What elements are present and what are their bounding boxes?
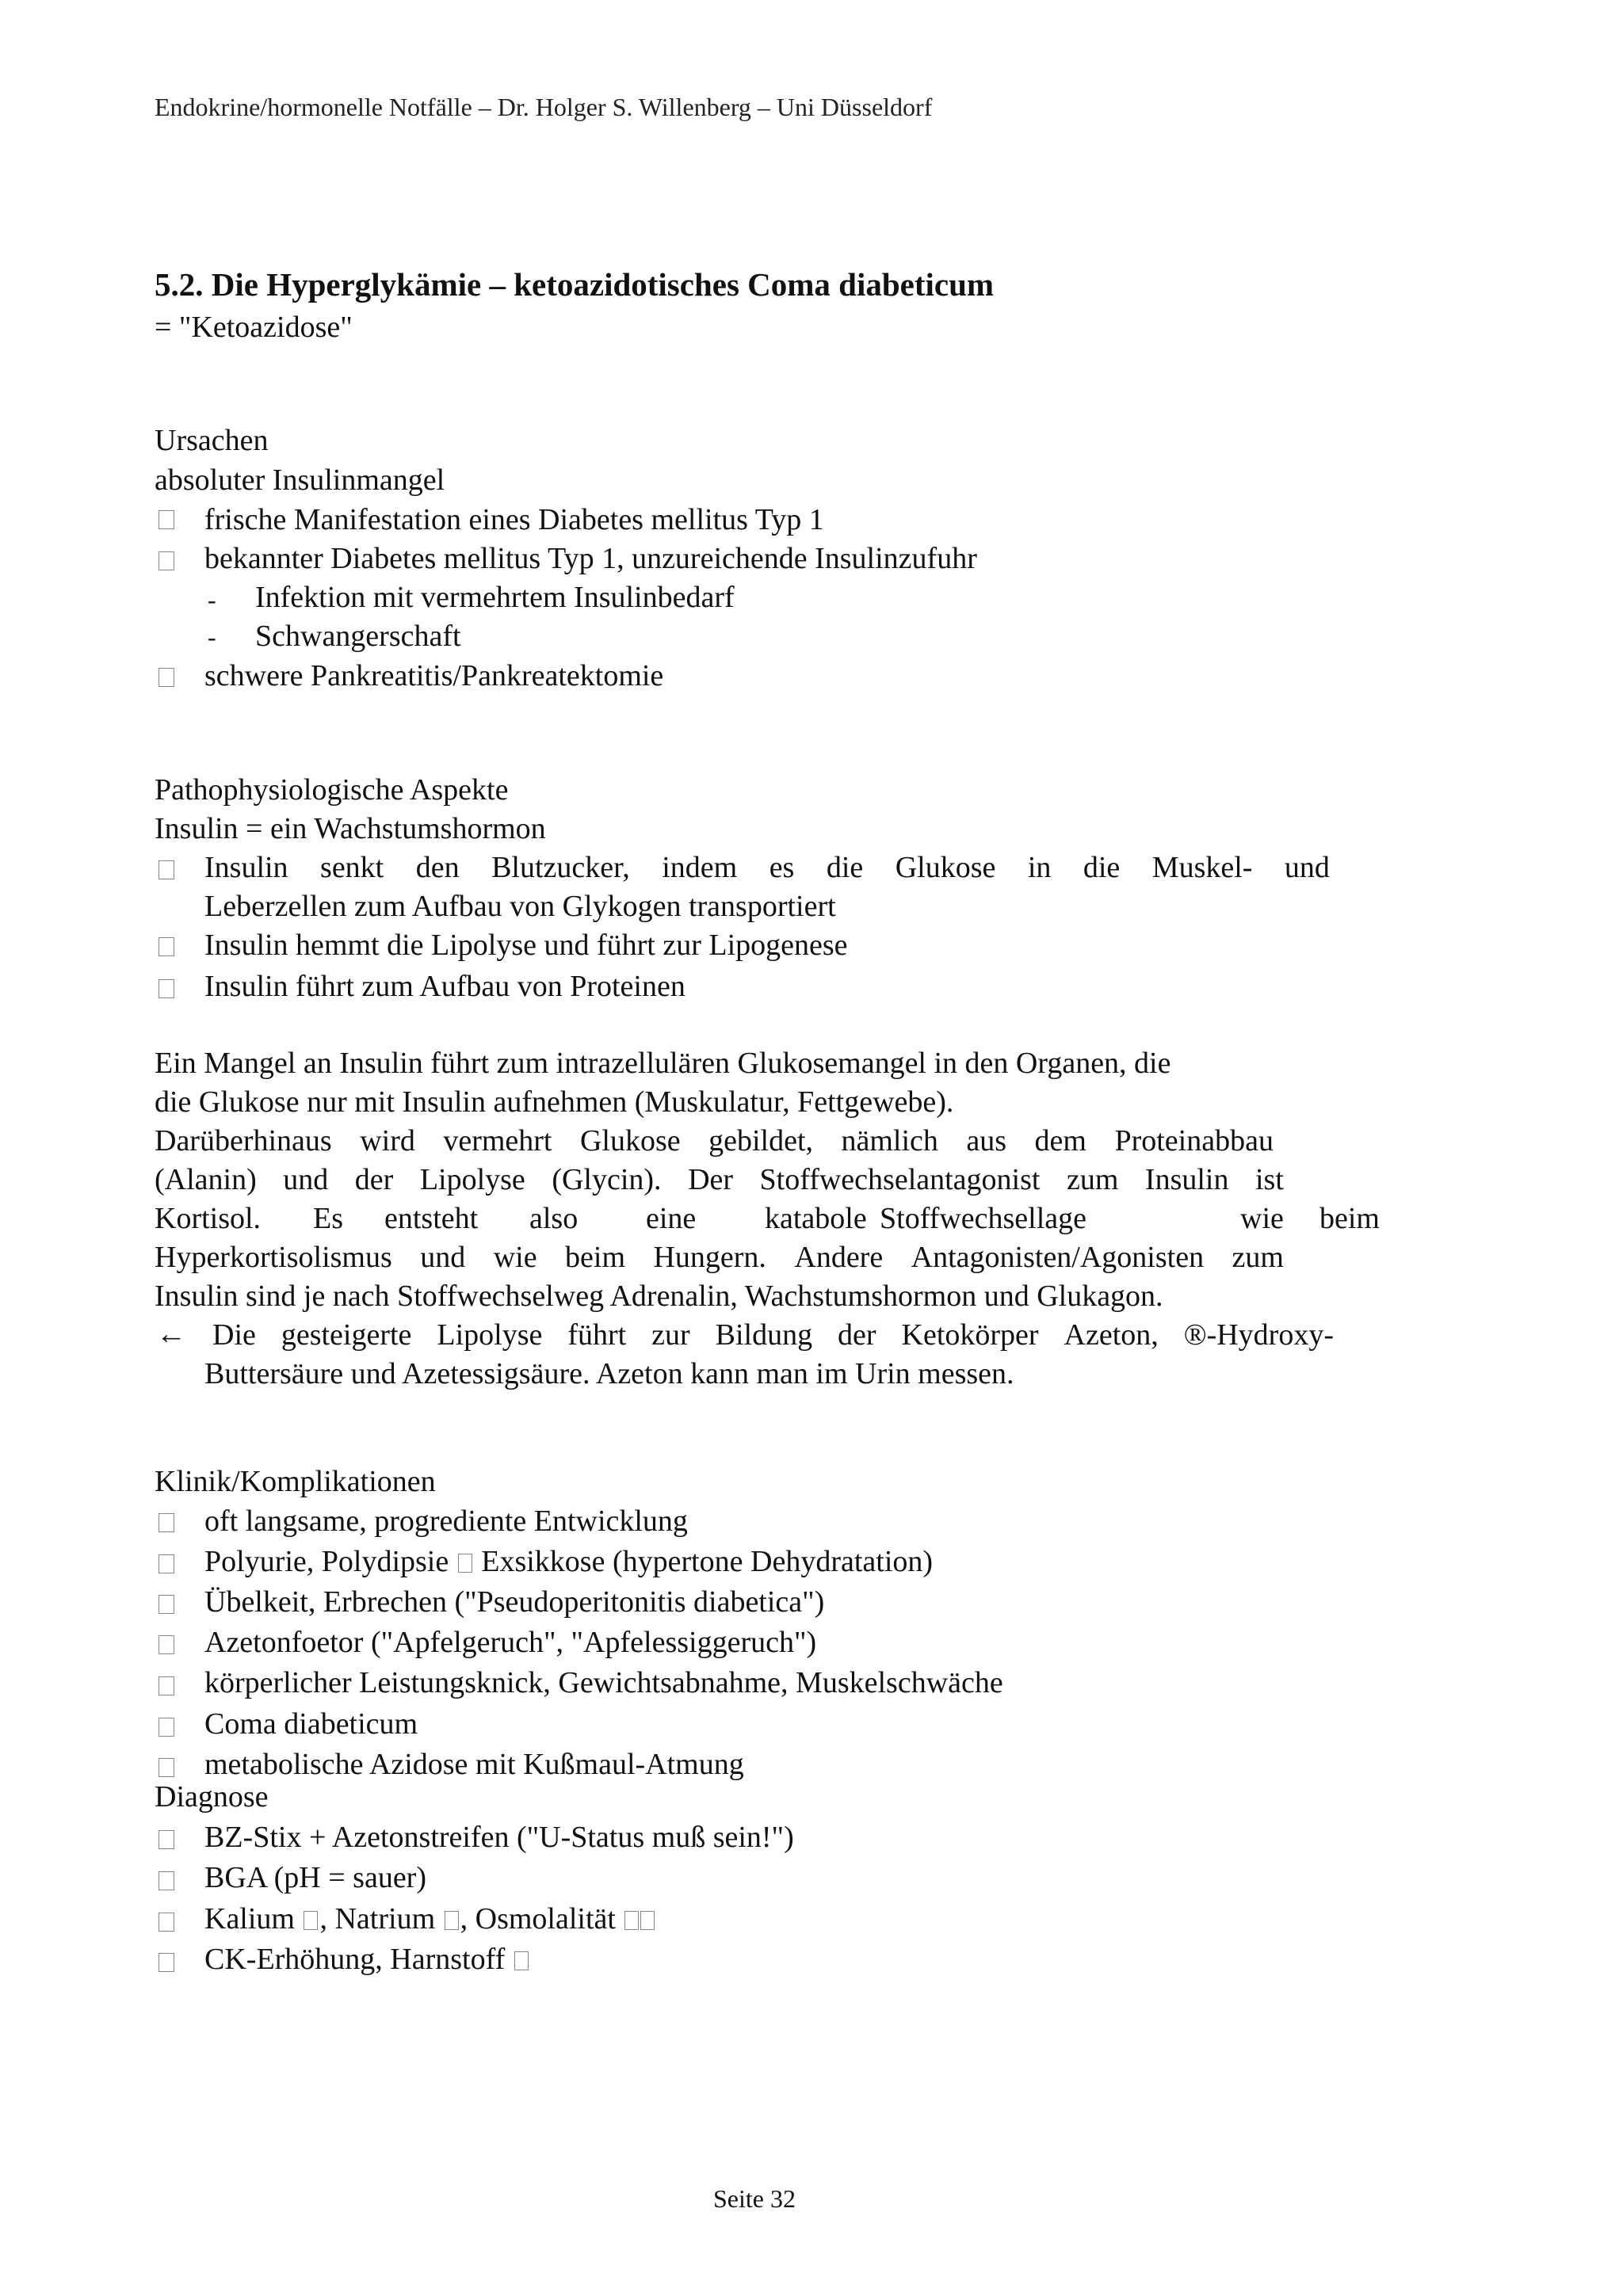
paragraph-line: Buttersäure und Azetessigsäure. Azeton kann man im Urin messen. [204,1357,1014,1390]
arrow-up-icon [624,1911,639,1930]
list-item: Azetonfoetor ("Apfelgeruch", "Apfelessiggeruch") [204,1626,817,1659]
paragraph-line: Kortisol. Es entsteht also eine katabole Stoffwechsellage wie beim [155,1202,1380,1235]
section-subtitle: = "Ketoazidose" [155,311,353,344]
list-item: Insulin führt zum Aufbau von Proteinen [204,970,685,1003]
ursachen-subheading: absoluter Insulinmangel [155,463,445,497]
diagnose-heading: Diagnose [155,1780,269,1814]
arrow-up-icon [514,1951,529,1970]
bullet-box-icon [158,937,174,956]
paragraph-line: Hyperkortisolismus und wie beim Hungern. Andere Antagonisten/Agonisten zum [155,1241,1284,1274]
patho-item-1: Insulin senkt den Blutzucker, indem es die Glukose in die Muskel- und [204,851,1330,884]
bullet-box-icon [158,1676,174,1695]
bullet-box-icon [158,1913,174,1932]
list-item: Polyurie, Polydipsie Exsikkose (hypertone Dehydratation) [204,1545,934,1578]
paragraph-line: Ein Mangel an Insulin führt zum intrazellulären Glukosemangel in den Organen, die [155,1047,1171,1080]
bullet-box-icon [158,668,174,687]
arrow-right-icon [458,1554,472,1573]
patho-subheading: Insulin = ein Wachstumshormon [155,812,546,845]
ursachen-heading: Ursachen [155,424,269,457]
list-item: körperlicher Leistungsknick, Gewichtsabnahme, Muskelschwäche [204,1666,1003,1699]
list-item: Coma diabeticum [204,1707,418,1741]
list-item: oft langsame, progrediente Entwicklung [204,1505,688,1538]
bullet-box-icon [158,1718,174,1737]
paragraph-line: (Alanin) und der Lipolyse (Glycin). Der Stoffwechselantagonist zum Insulin ist [155,1163,1284,1196]
arrow-down-icon [445,1911,459,1930]
bullet-box-icon [158,1830,174,1849]
bullet-box-icon [158,860,174,879]
bullet-box-icon [158,551,174,570]
patho-heading: Pathophysiologische Aspekte [155,773,509,807]
list-item: Übelkeit, Erbrechen ("Pseudoperitonitis diabetica") [204,1585,825,1619]
list-item: Insulin hemmt die Lipolyse und führt zur Lipogenese [204,929,848,962]
bullet-box-icon [158,1953,174,1972]
list-item: Kalium , Natrium , Osmolalität [204,1904,656,1934]
list-subitem: Schwangerschaft [255,620,461,653]
list-item: BGA (pH = sauer) [204,1861,426,1894]
bullet-box-icon [158,1513,174,1532]
list-item: schwere Pankreatitis/Pankreatektomie [204,659,664,692]
page-number: Seite 32 [713,2184,796,2213]
dash-bullet: - [208,623,216,651]
bullet-box-icon [158,1758,174,1777]
list-item: BZ-Stix + Azetonstreifen ("U-Status muß sein!") [204,1821,794,1854]
patho-item-1-cont: Leberzellen zum Aufbau von Glykogen transportiert [204,890,836,923]
list-item: CK-Erhöhung, Harnstoff [204,1944,530,1974]
bullet-box-icon [158,1871,174,1890]
arrow-up-icon [640,1911,655,1930]
arrow-down-icon [304,1911,318,1930]
paragraph-line: Darüberhinaus wird vermehrt Glukose gebildet, nämlich aus dem Proteinabbau [155,1124,1274,1158]
paragraph-line: Die gesteigerte Lipolyse führt zur Bildung der Ketokörper Azeton, ®-Hydroxy- [212,1318,1334,1352]
list-item: metabolische Azidose mit Kußmaul-Atmung [204,1748,744,1781]
list-subitem: Infektion mit vermehrtem Insulinbedarf [255,581,735,614]
page-header: Endokrine/hormonelle Notfälle – Dr. Holger S. Willenberg – Uni Düsseldorf [155,93,933,121]
dash-bullet: - [208,585,216,614]
bullet-box-icon [158,510,174,529]
klinik-heading: Klinik/Komplikationen [155,1465,436,1498]
bullet-box-icon [158,1595,174,1614]
bullet-box-icon [158,1554,174,1573]
paragraph-line: die Glukose nur mit Insulin aufnehmen (Muskulatur, Fettgewebe). [155,1085,954,1119]
arrow-left-icon: ← [156,1318,186,1351]
paragraph-line: Insulin sind je nach Stoffwechselweg Adrenalin, Wachstumshormon und Glukagon. [155,1280,1163,1313]
list-item: frische Manifestation eines Diabetes mellitus Typ 1 [204,503,824,536]
section-title: 5.2. Die Hyperglykämie – ketoazidotisches Coma diabeticum [155,266,995,303]
bullet-box-icon [158,1635,174,1654]
list-item: bekannter Diabetes mellitus Typ 1, unzureichende Insulinzufuhr [204,542,977,575]
bullet-box-icon [158,979,174,998]
